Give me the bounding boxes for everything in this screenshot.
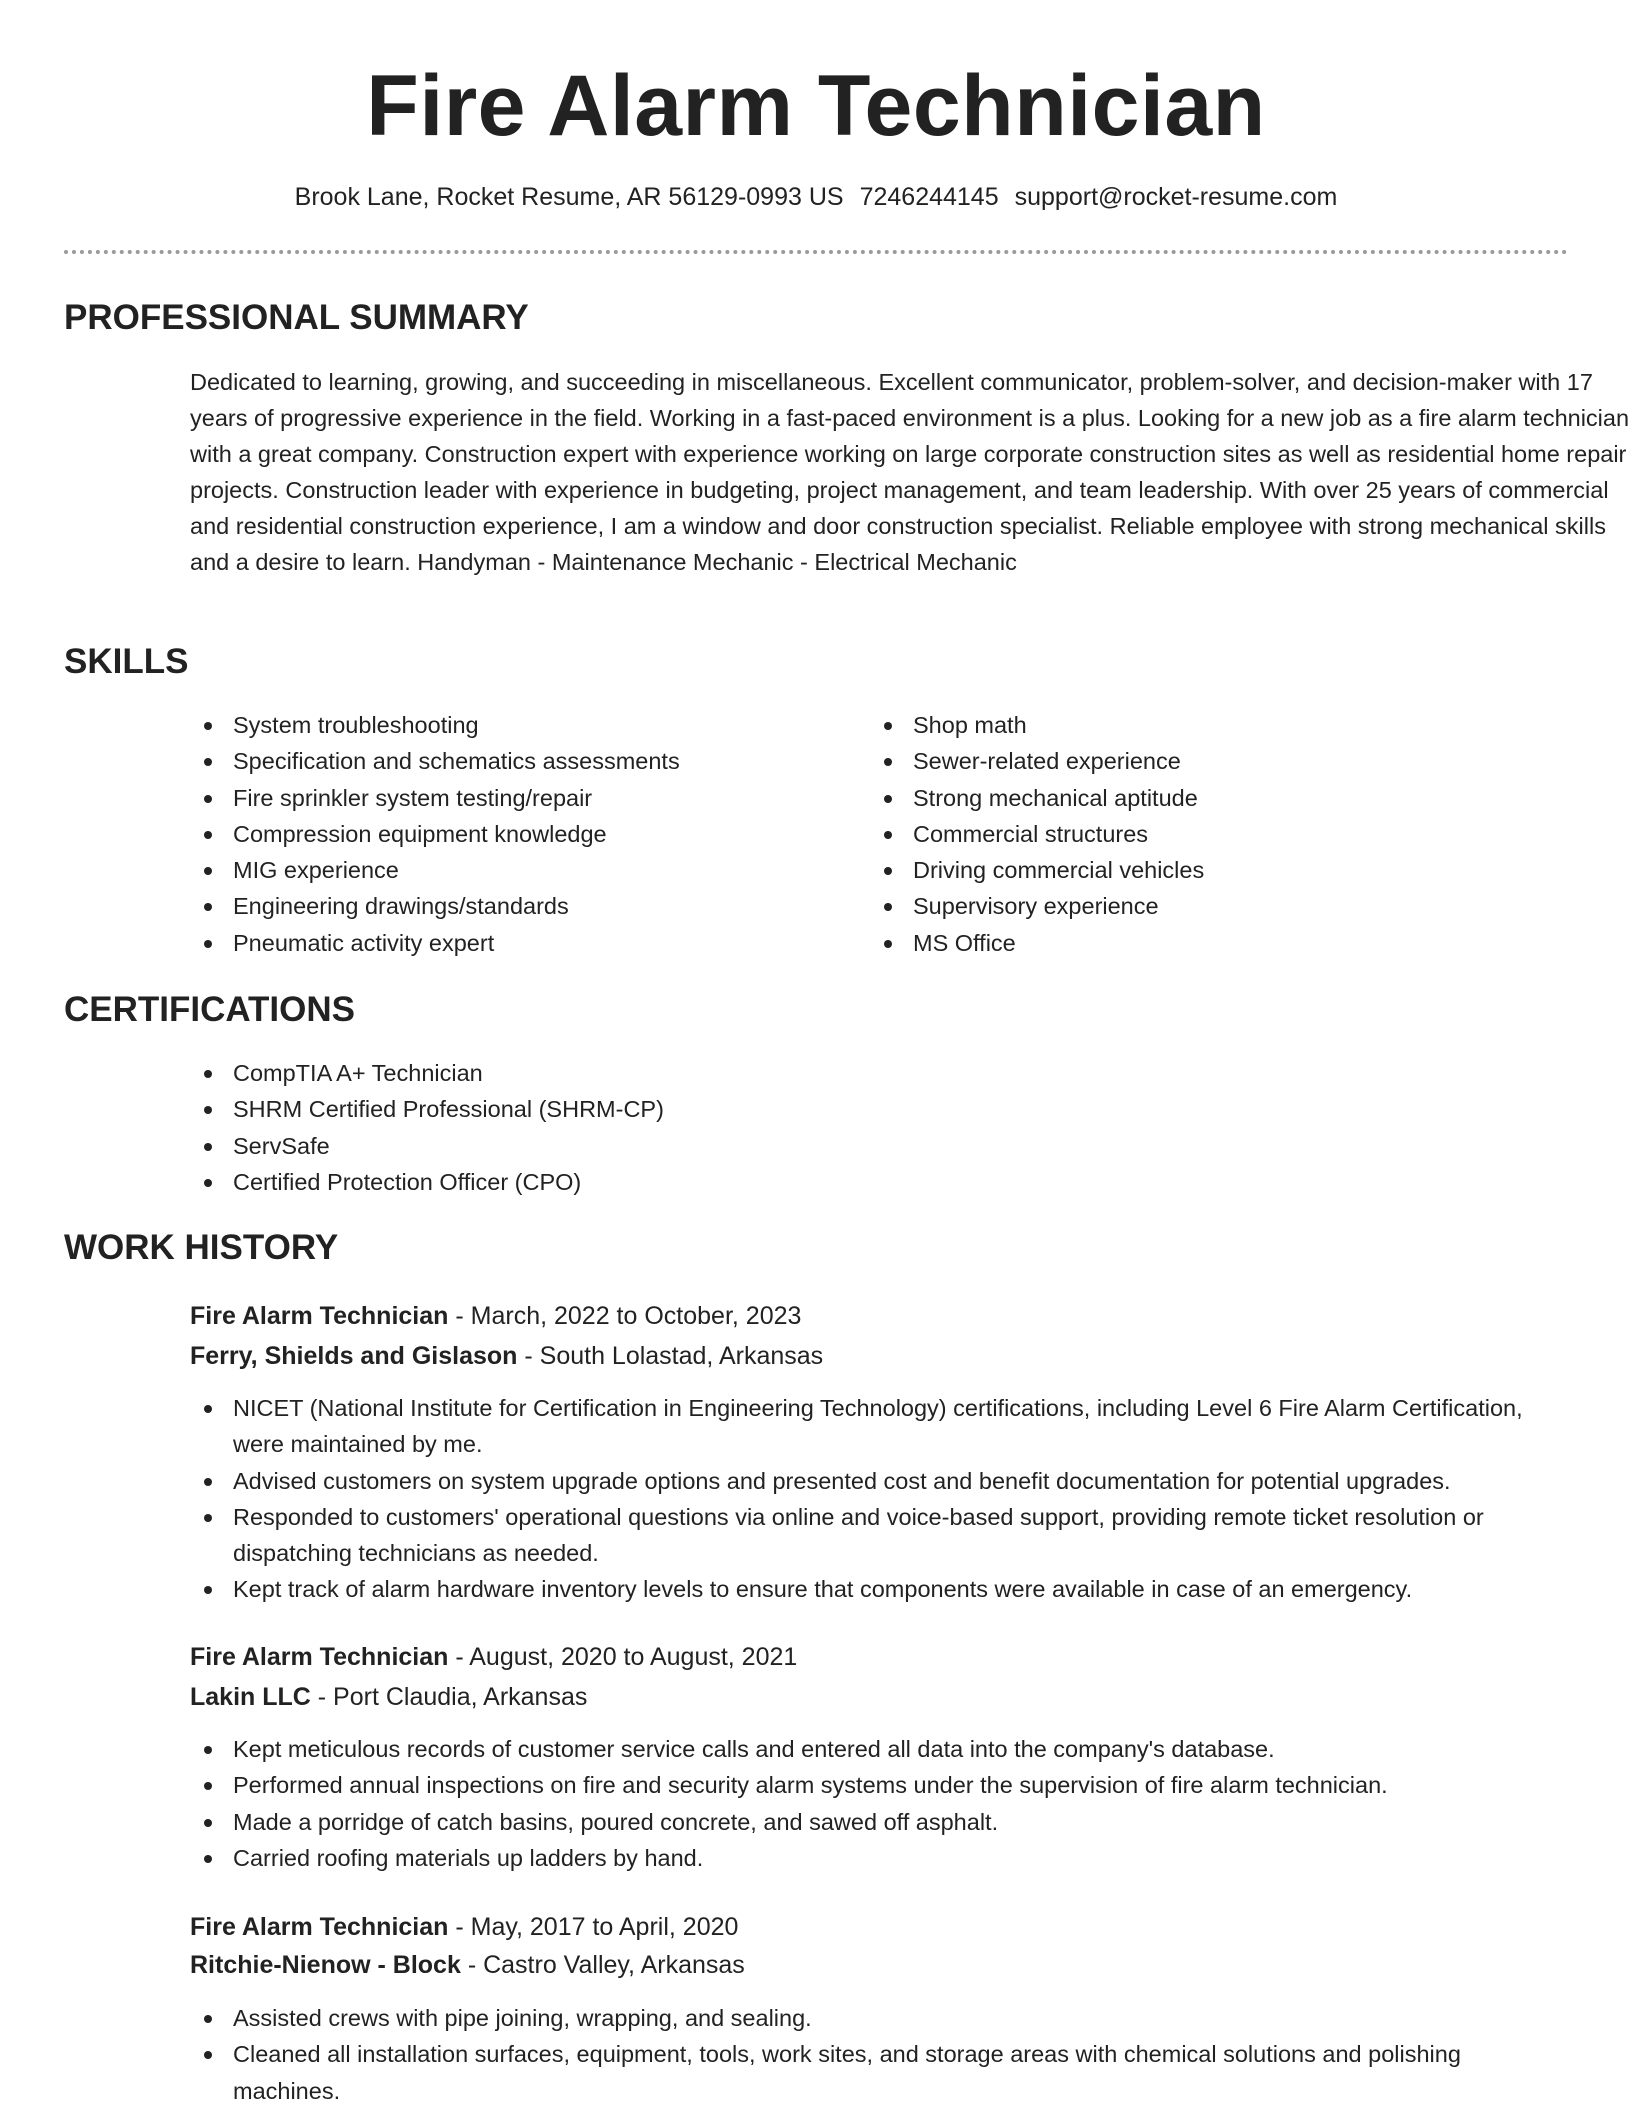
job-2-company-line bbox=[190, 1679, 587, 1715]
list-item: Specification and schematics assessments bbox=[190, 743, 830, 779]
certifications-list bbox=[190, 1055, 1090, 1200]
resume-page bbox=[64, 0, 1630, 2104]
list-item: Kept meticulous records of customer service calls and entered all data into the company's database. bbox=[190, 1731, 1570, 1767]
job-company: Lakin LLC bbox=[190, 1683, 311, 1711]
list-item: Driving commercial vehicles bbox=[870, 852, 1510, 888]
job-1-company-line bbox=[190, 1338, 823, 1374]
job-3-title-line bbox=[190, 1909, 738, 1945]
list-item: NICET (National Institute for Certification in Engineering Technology) certifications, including Level 6 Fire Alarm Certification, were maintained by me. bbox=[190, 1390, 1570, 1463]
list-item: Assisted crews with pipe joining, wrapping, and sealing. bbox=[190, 2000, 1570, 2036]
list-item: Compression equipment knowledge bbox=[190, 816, 830, 852]
resume-title: Fire Alarm Technician bbox=[366, 58, 1266, 154]
job-dates: - May, 2017 to April, 2020 bbox=[448, 1913, 739, 1941]
job-dates: - March, 2022 to October, 2023 bbox=[448, 1302, 802, 1330]
list-item: Engineering drawings/standards bbox=[190, 888, 830, 924]
list-item: Supervisory experience bbox=[870, 888, 1510, 924]
list-item: Carried roofing materials up ladders by hand. bbox=[190, 1840, 1570, 1876]
list-item: MS Office bbox=[870, 925, 1510, 961]
list-item: MIG experience bbox=[190, 852, 830, 888]
job-1-title-line bbox=[190, 1298, 801, 1334]
contact-address: Brook Lane, Rocket Resume, AR 56129-0993 US bbox=[294, 183, 844, 211]
list-item: Made a porridge of catch basins, poured concrete, and sawed off asphalt. bbox=[190, 1804, 1570, 1840]
job-dates: - August, 2020 to August, 2021 bbox=[448, 1643, 798, 1671]
list-item: ServSafe bbox=[190, 1128, 1090, 1164]
job-location: - Port Claudia, Arkansas bbox=[310, 1683, 588, 1711]
list-item: Pneumatic activity expert bbox=[190, 925, 830, 961]
job-location: - South Lolastad, Arkansas bbox=[517, 1342, 824, 1370]
skills-heading: SKILLS bbox=[64, 642, 189, 681]
header-divider bbox=[64, 250, 1568, 254]
list-item: Fire sprinkler system testing/repair bbox=[190, 780, 830, 816]
list-item: Shop math bbox=[870, 707, 1510, 743]
summary-text: Dedicated to learning, growing, and succeeding in miscellaneous. Excellent communicator, problem-solver, and decision-maker with 17 years of progressive experience in the field. Working in a fast-paced environment is a plus. Looking for a new job as a fire alarm technician with a great company. Construction expert with experience working on large corporate construction sites as well as residential home repair projects. Construction leader with experience in budgeting, project management, and team leadership. With over 25 years of commercial and residential construction experience, I am a window and door construction specialist. Reliable employee with strong mechanical skills and a desire to learn. Handyman - Maintenance Mechanic - Electrical Mechanic bbox=[190, 369, 1630, 575]
list-item: Cleaned all installation surfaces, equipment, tools, work sites, and storage areas with chemical solutions and polishing machines. bbox=[190, 2036, 1570, 2109]
certifications-heading: CERTIFICATIONS bbox=[64, 990, 356, 1029]
job-2-responsibilities bbox=[190, 1731, 1570, 1876]
list-item: CompTIA A+ Technician bbox=[190, 1055, 1090, 1091]
list-item: SHRM Certified Professional (SHRM-CP) bbox=[190, 1091, 1090, 1127]
list-item: Performed annual inspections on fire and security alarm systems under the supervision of fire alarm technician. bbox=[190, 1767, 1570, 1803]
list-item: Certified Protection Officer (CPO) bbox=[190, 1164, 1090, 1200]
summary-heading: PROFESSIONAL SUMMARY bbox=[64, 298, 529, 337]
job-location: - Castro Valley, Arkansas bbox=[460, 1951, 745, 1979]
contact-line bbox=[64, 180, 1568, 214]
list-item: Kept track of alarm hardware inventory levels to ensure that components were available in case of an emergency. bbox=[190, 1571, 1570, 1607]
contact-phone: 7246244145 bbox=[859, 183, 999, 211]
job-3-responsibilities bbox=[190, 2000, 1570, 2109]
work-history-heading: WORK HISTORY bbox=[64, 1228, 339, 1267]
job-1-responsibilities bbox=[190, 1390, 1570, 1608]
list-item: Advised customers on system upgrade options and presented cost and benefit documentation for potential upgrades. bbox=[190, 1463, 1570, 1499]
list-item: Sewer-related experience bbox=[870, 743, 1510, 779]
job-company: Ferry, Shields and Gislason bbox=[190, 1342, 518, 1370]
job-company: Ritchie-Nienow - Block bbox=[190, 1951, 461, 1979]
job-role: Fire Alarm Technician bbox=[190, 1913, 449, 1941]
job-role: Fire Alarm Technician bbox=[190, 1302, 449, 1330]
skills-list-right bbox=[870, 707, 1510, 961]
skills-list-left bbox=[190, 707, 830, 961]
contact-email: support@rocket-resume.com bbox=[1014, 183, 1338, 211]
job-2-title-line bbox=[190, 1639, 797, 1675]
list-item: Commercial structures bbox=[870, 816, 1510, 852]
list-item: System troubleshooting bbox=[190, 707, 830, 743]
job-role: Fire Alarm Technician bbox=[190, 1643, 449, 1671]
list-item: Responded to customers' operational questions via online and voice-based support, providing remote ticket resolution or dispatching technicians as needed. bbox=[190, 1499, 1570, 1572]
list-item: Strong mechanical aptitude bbox=[870, 780, 1510, 816]
job-3-company-line bbox=[190, 1947, 745, 1983]
